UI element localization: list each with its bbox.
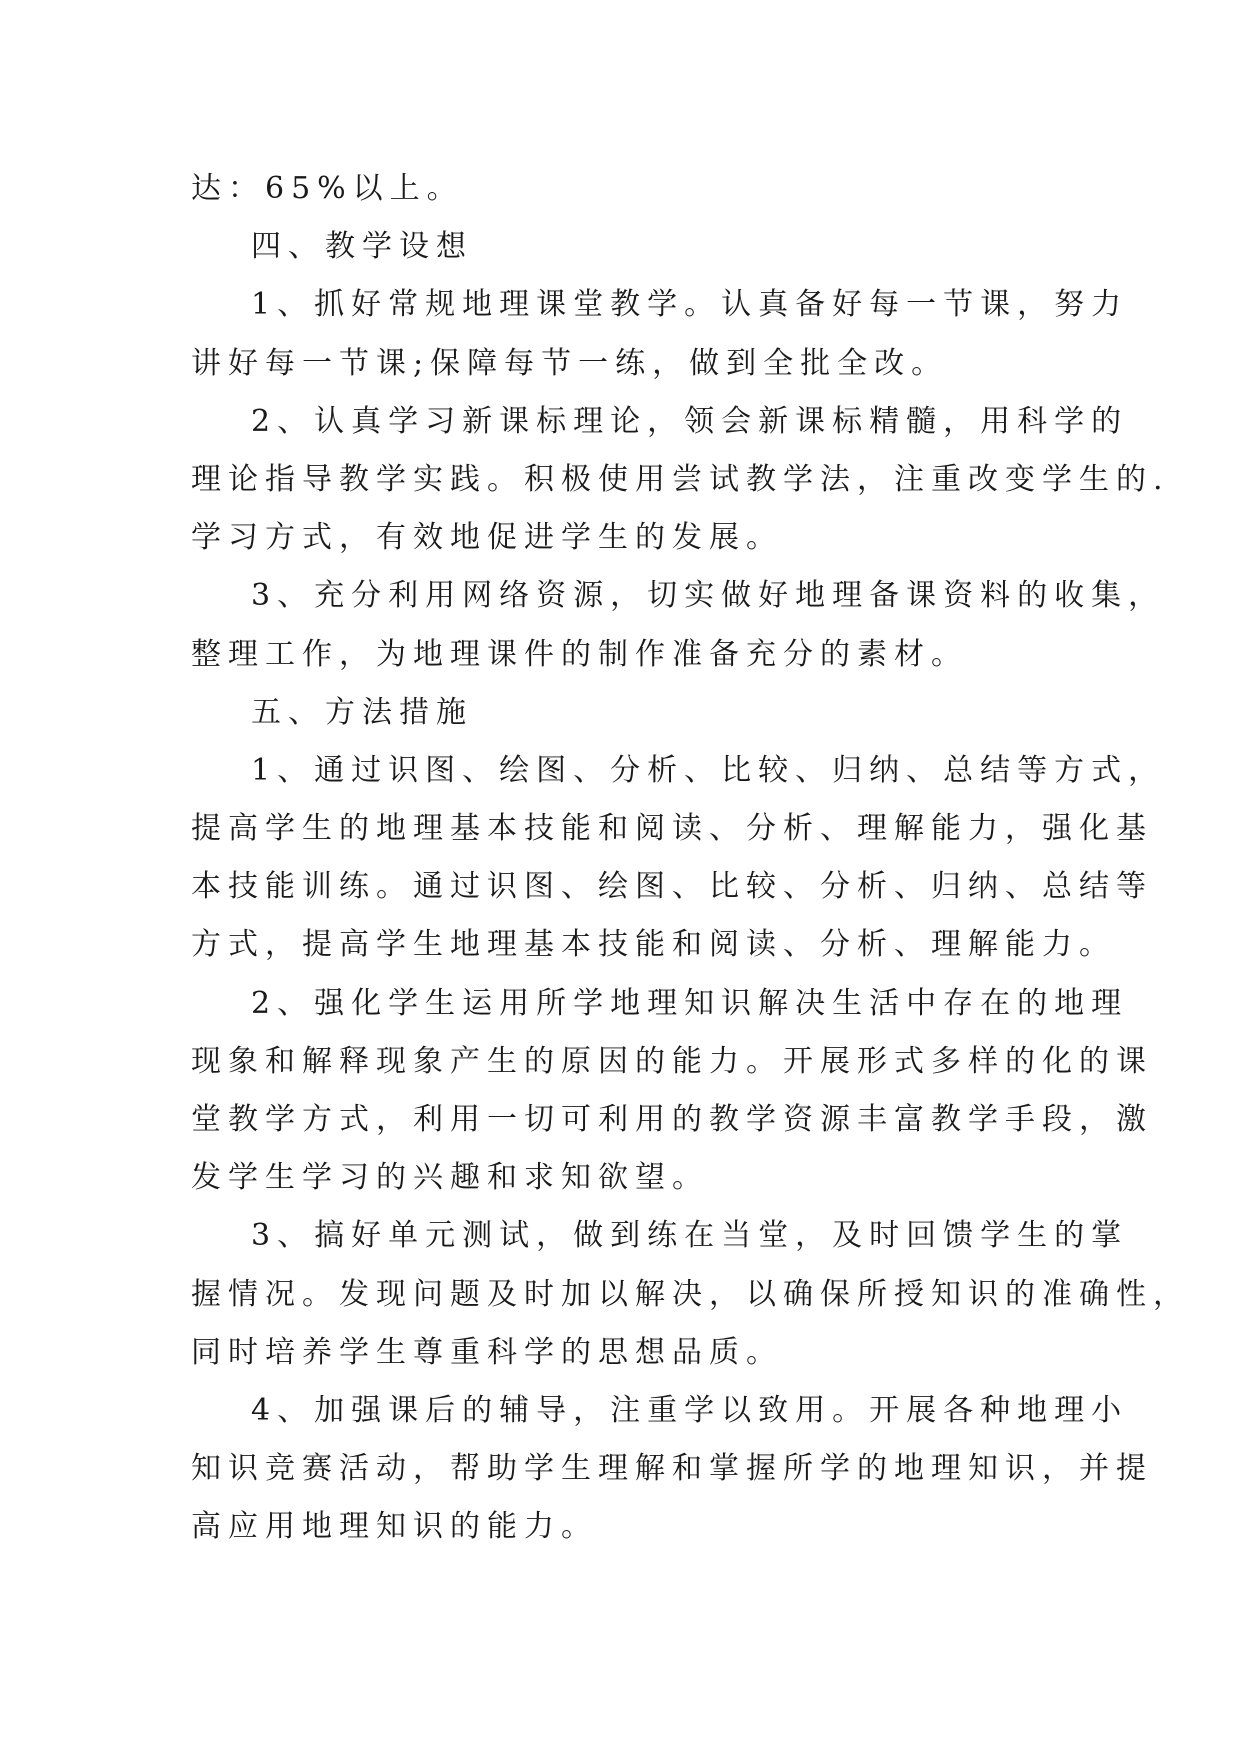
text-line: 达：65%以上。 xyxy=(191,171,464,206)
text-line: 1、通过识图、绘图、分析、比较、归纳、总结等方式， xyxy=(251,752,1166,788)
text-line: 发学生学习的兴趣和求知欲望。 xyxy=(191,1160,709,1196)
section-heading: 五、方法措施 xyxy=(251,694,473,730)
text-line: 学习方式，有效地促进学生的发展。 xyxy=(191,520,783,556)
text-line: 同时培养学生尊重科学的思想品质。 xyxy=(191,1334,783,1370)
text-line: 1、抓好常规地理课堂教学。认真备好每一节课，努力 xyxy=(251,287,1129,323)
text-line: 方式，提高学生地理基本技能和阅读、分析、理解能力。 xyxy=(191,927,1116,963)
text-line: 2、强化学生运用所学地理知识解决生活中存在的地理 xyxy=(251,985,1129,1021)
text-line: 理论指导教学实践。积极使用尝试教学法，注重改变学生的. xyxy=(191,461,1170,497)
text-line: 3、充分利用网络资源，切实做好地理备课资料的收集， xyxy=(251,578,1166,614)
text-line: 4、加强课后的辅导，注重学以致用。开展各种地理小 xyxy=(251,1392,1129,1428)
text-line: 握情况。发现问题及时加以解决，以确保所授知识的准确性， xyxy=(191,1276,1190,1312)
text-line: 2、认真学习新课标理论，领会新课标精髓，用科学的 xyxy=(251,403,1129,439)
text-line: 3、搞好单元测试，做到练在当堂，及时回馈学生的掌 xyxy=(251,1218,1129,1254)
text-line: 讲好每一节课;保障每节一练，做到全批全改。 xyxy=(191,345,949,381)
document-body xyxy=(191,160,1190,1557)
text-line: 高应用地理知识的能力。 xyxy=(191,1509,598,1545)
text-line: 现象和解释现象产生的原因的能力。开展形式多样的化的课 xyxy=(191,1043,1153,1079)
text-line: 知识竞赛活动，帮助学生理解和掌握所学的地理知识，并提 xyxy=(191,1451,1153,1487)
text-line: 本技能训练。通过识图、绘图、比较、分析、归纳、总结等 xyxy=(191,869,1153,905)
text-line: 提高学生的地理基本技能和阅读、分析、理解能力，强化基 xyxy=(191,811,1153,847)
text-line: 堂教学方式，利用一切可利用的教学资源丰富教学手段，激 xyxy=(191,1102,1153,1137)
text-line: 整理工作，为地理课件的制作准备充分的素材。 xyxy=(191,636,968,672)
section-heading: 四、教学设想 xyxy=(251,229,473,265)
